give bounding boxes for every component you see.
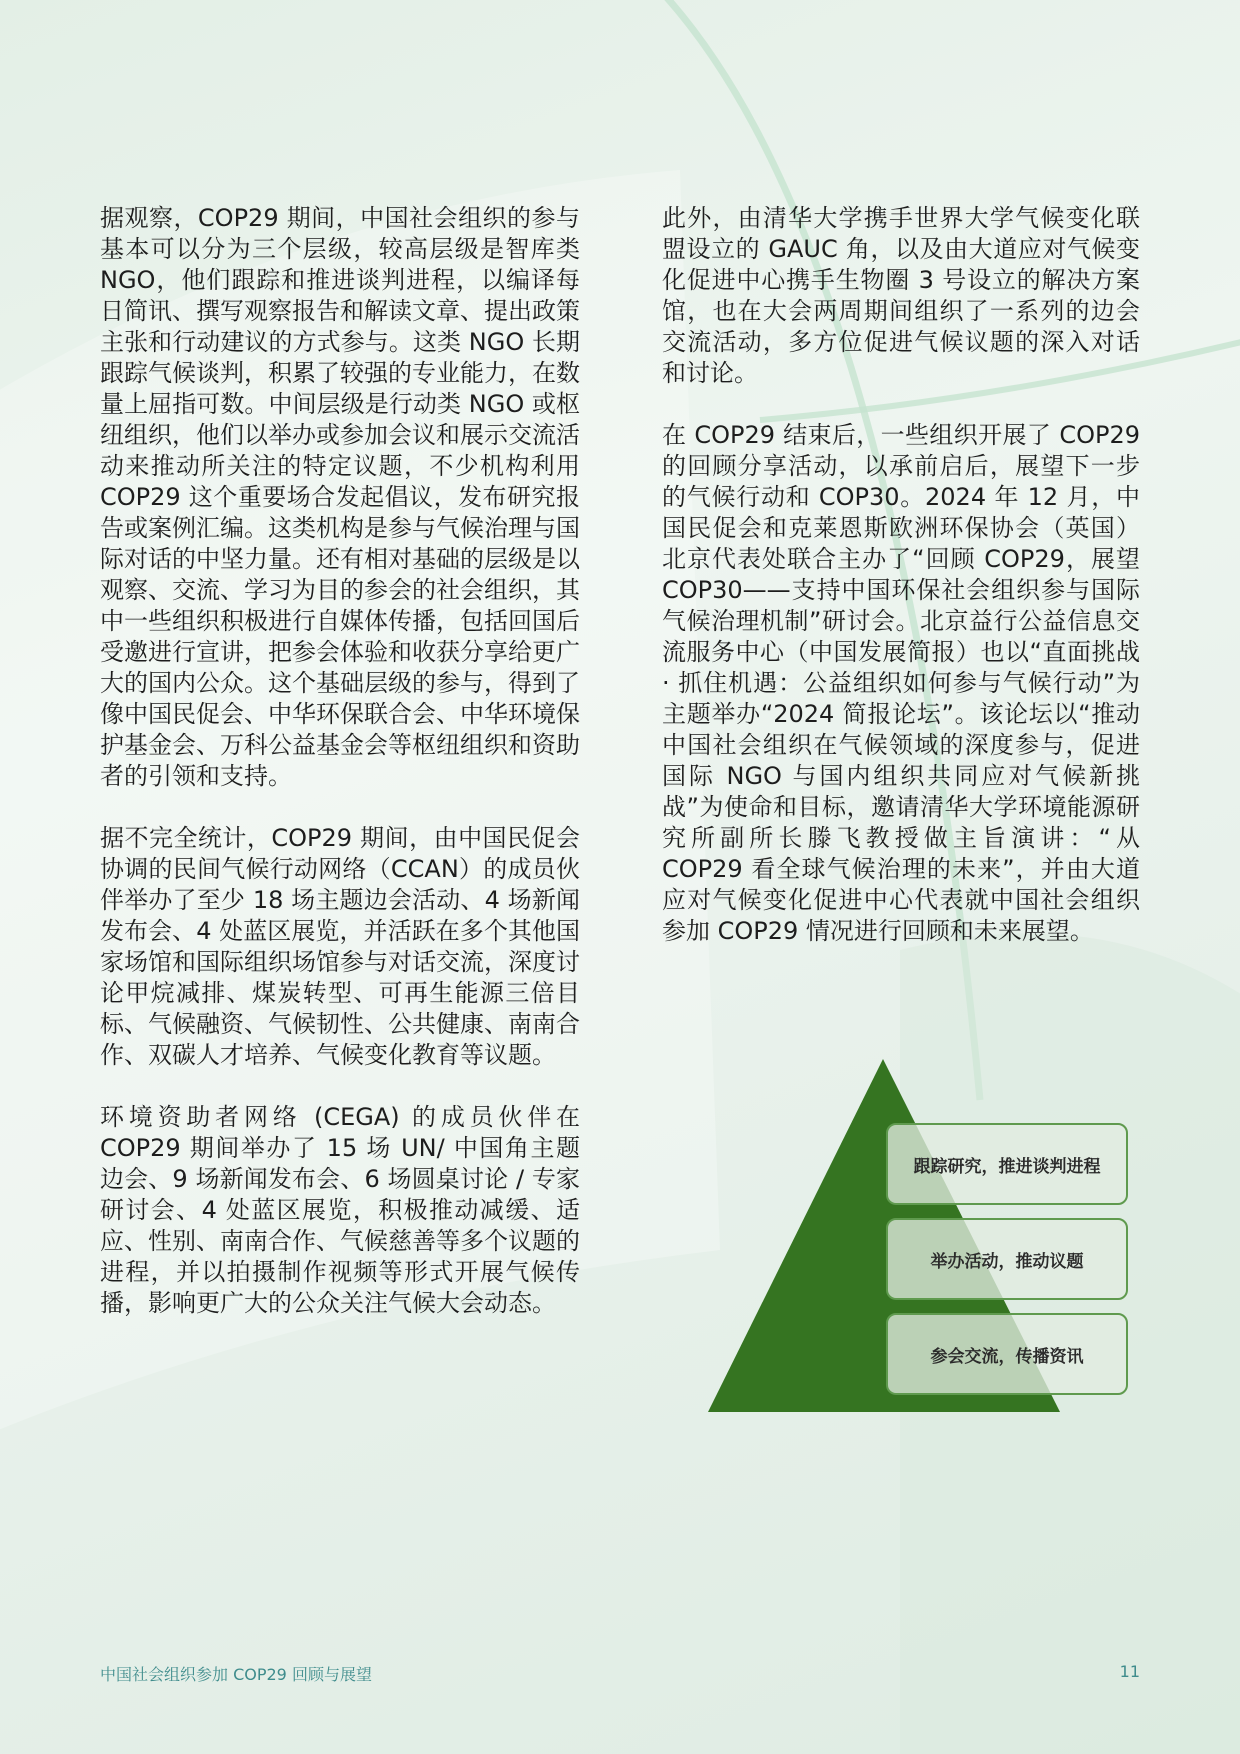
paragraph-ccan: 据不完全统计，COP29 期间，由中国民促会协调的民间气候行动网络（CCAN）的成员伙伴举办了至少 18 场主题边会活动、4 场新闻发布会、4 处蓝区展览，并活跃在多个其他国家场馆和国际组织场馆参与对话交流，深度讨论甲烷减排、煤炭转型、可再生能源三倍目标、气候融资、气候韧性、公共健康、南南合作、双碳人才培养、气候变化教育等议题。 bbox=[100, 824, 580, 1069]
right-column bbox=[662, 203, 1140, 978]
paragraph-cega: 环境资助者网络 (CEGA) 的成员伙伴在 COP29 期间举办了 15 场 UN/ 中国角主题边会、9 场新闻发布会、6 场圆桌讨论 / 专家研讨会、4 处蓝区展览，积极推动减缓、适应、性别、南南合作、气候慈善等多个议题的进程，并以拍摄制作视频等形式开展气候传播，影响更广大的公众关注气候大会动态。 bbox=[100, 1103, 580, 1317]
pyramid-level-label: 举办活动，推动议题 bbox=[930, 1251, 1084, 1272]
pyramid-level-top bbox=[886, 1123, 1128, 1205]
footer-document-title: 中国社会组织参加 COP29 回顾与展望 bbox=[100, 1665, 372, 1684]
left-column bbox=[100, 203, 580, 1350]
pyramid-level-label: 跟踪研究，推进谈判进程 bbox=[913, 1156, 1101, 1177]
pyramid-level-middle bbox=[886, 1218, 1128, 1300]
paragraph-gauc: 此外，由清华大学携手世界大学气候变化联盟设立的 GAUC 角，以及由大道应对气候变化促进中心携手生物圈 3 号设立的解决方案馆，也在大会两周期间组织了一系列的边会交流活动，多方位促进气候议题的深入对话和讨论。 bbox=[662, 204, 1140, 387]
paragraph-levels: 据观察，COP29 期间，中国社会组织的参与基本可以分为三个层级，较高层级是智库类 NGO，他们跟踪和推进谈判进程，以编译每日简讯、撰写观察报告和解读文章、提出政策主张和行动建议的方式参与。这类 NGO 长期跟踪气候谈判，积累了较强的专业能力，在数量上屈指可数。中间层级是行动类 NGO 或枢纽组织，他们以举办或参加会议和展示交流活动来推动所关注的特定议题，不少机构利用 COP29 这个重要场合发起倡议，发布研究报告或案例汇编。这类机构是参与气候治理与国际对话的中坚力量。还有相对基础的层级是以观察、交流、学习为目的参会的社会组织，其中一些组织积极进行自媒体传播，包括回国后受邀进行宣讲，把参会体验和收获分享给更广大的国内公众。这个基础层级的参与，得到了像中国民促会、中华环保联合会、中华环境保护基金会、万科公益基金会等枢纽组织和资助者的引领和支持。 bbox=[100, 204, 580, 790]
paragraph-review: 在 COP29 结束后，一些组织开展了 COP29 的回顾分享活动，以承前启后，展望下一步的气候行动和 COP30。2024 年 12 月，中国民促会和克莱恩斯欧洲环保协会（英国）北京代表处联合主办了“回顾 COP29，展望 COP30——支持中国环保社会组织参与国际气候治理机制”研讨会。北京益行公益信息交流服务中心（中国发展简报）也以“直面挑战 · 抓住机遇：公益组织如何参与气候行动”为主题举办“2024 简报论坛”。该论坛以“推动中国社会组织在气候领域的深度参与，促进国际 NGO 与国内组织共同应对气候新挑战”为使命和目标，邀请清华大学环境能源研究所副所长滕飞教授做主旨演讲：“从 COP29 看全球气候治理的未来”，并由大道应对气候变化促进中心代表就中国社会组织参加 COP29 情况进行回顾和未来展望。 bbox=[662, 421, 1140, 945]
pyramid-level-label: 参会交流，传播资讯 bbox=[930, 1346, 1084, 1367]
participation-pyramid-diagram bbox=[700, 1055, 1140, 1415]
page-number: 11 bbox=[1119, 1662, 1140, 1681]
pyramid-level-base bbox=[886, 1313, 1128, 1395]
